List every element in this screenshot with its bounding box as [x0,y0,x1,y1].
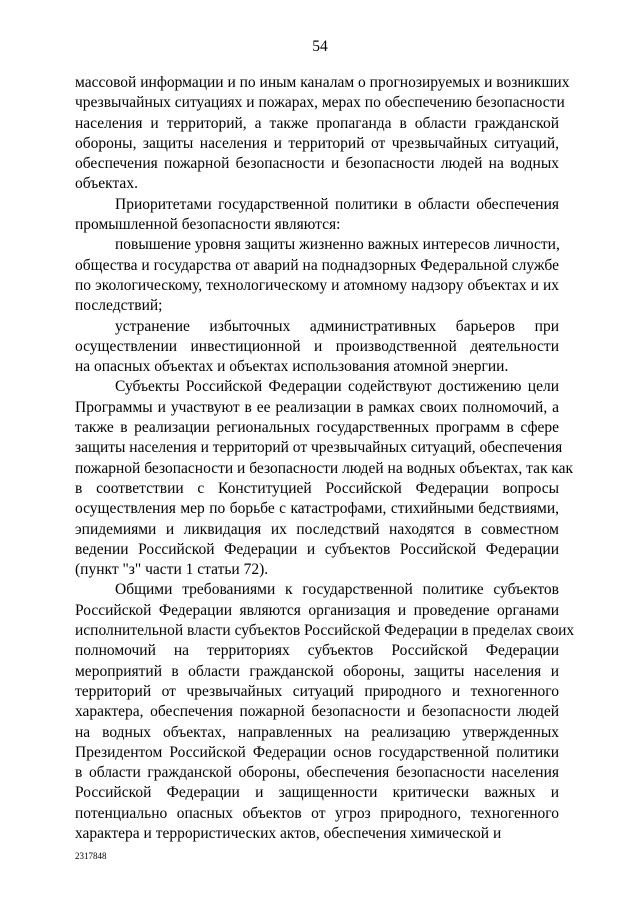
paragraph [75,377,574,580]
text-line: общества и государства от аварий на поднадзорных Федеральной службе [75,256,559,274]
text-line: на водных объектах, направленных на реализацию утвержденных [75,723,559,741]
text-line: чрезвычайных ситуациях и пожарах, мерах по обеспечению безопасности [75,94,565,112]
text-line: также в реализации региональных государственных программ в сфере [75,419,559,437]
document-body [75,73,575,844]
text-line: промышленной безопасности являются: [75,216,341,234]
text-line: осуществлении инвестиционной и производственной деятельности [75,337,559,355]
text-line: защиты населения и территорий от чрезвычайных ситуаций, обеспечения [75,439,563,457]
text-line: объектах. [75,175,138,193]
text-line: потенциально опасных объектов от угроз природного, техногенного [75,804,559,822]
text-line: пожарной безопасности и безопасности людей на водных объектах, так как [75,459,574,477]
text-line: в области гражданской обороны, обеспечения безопасности населения [75,764,559,782]
text-line: населения и территорий, а также пропаганда в области гражданской [75,114,559,132]
text-line: последствий; [75,297,163,315]
paragraph [75,195,559,236]
text-line: эпидемиями и ликвидация их последствий находятся в совместном [75,520,559,538]
text-line: массовой информации и по иным каналам о прогнозируемых и возникших [75,74,570,91]
text-line: на опасных объектах и объектах использования атомной энергии. [75,358,509,376]
text-line: территорий от чрезвычайных ситуаций природного и техногенного [75,682,559,700]
text-line: в соответствии с Конституцией Российской Федерации вопросы [75,479,559,497]
text-line: Президентом Российской Федерации основ государственной политики [75,743,559,761]
document-code: 2317848 [75,851,107,861]
text-line: Российской Федерации и защищенности критически важных и [75,784,559,802]
text-line: Программы и участвуют в ее реализации в рамках своих полномочий, а [75,398,559,416]
text-line: обороны, защиты населения и территорий от чрезвычайных ситуаций, [75,134,559,152]
text-line: Общими требованиями к государственной политике субъектов [115,581,559,599]
text-line: ведении Российской Федерации и субъектов Российской Федерации [75,540,559,558]
text-line: характера и террористических актов, обеспечения химической и [75,824,502,842]
page-number: 54 [312,38,328,55]
paragraph [75,235,559,316]
text-line: полномочий на территориях субъектов Российской Федерации [75,642,559,660]
text-line: устранение избыточных административных барьеров при [115,317,559,335]
text-line: осуществления мер по борьбе с катастрофами, стихийными бедствиями, [75,500,559,518]
text-line: обеспечения пожарной безопасности и безопасности людей на водных [75,155,559,173]
text-line: мероприятий в области гражданской обороны, защиты населения и [75,662,559,680]
paragraph [75,73,570,195]
text-line: повышение уровня защиты жизненно важных интересов личности, [115,236,560,254]
text-line: Приоритетами государственной политики в области обеспечения [115,195,559,213]
text-line: по экологическому, технологическому и атомному надзору объектах и их [75,276,559,294]
text-line: Субъекты Российской Федерации содействуют достижению цели [115,378,559,396]
paragraph [75,317,559,378]
text-line: (пункт "з" части 1 статьи 72). [75,561,269,579]
text-line: исполнительной власти субъектов Российской Федерации в пределах своих [75,622,575,640]
paragraph [75,580,575,844]
text-line: характера, обеспечения пожарной безопасности и безопасности людей [75,703,559,721]
text-line: Российской Федерации являются организация и проведение органами [75,601,559,619]
